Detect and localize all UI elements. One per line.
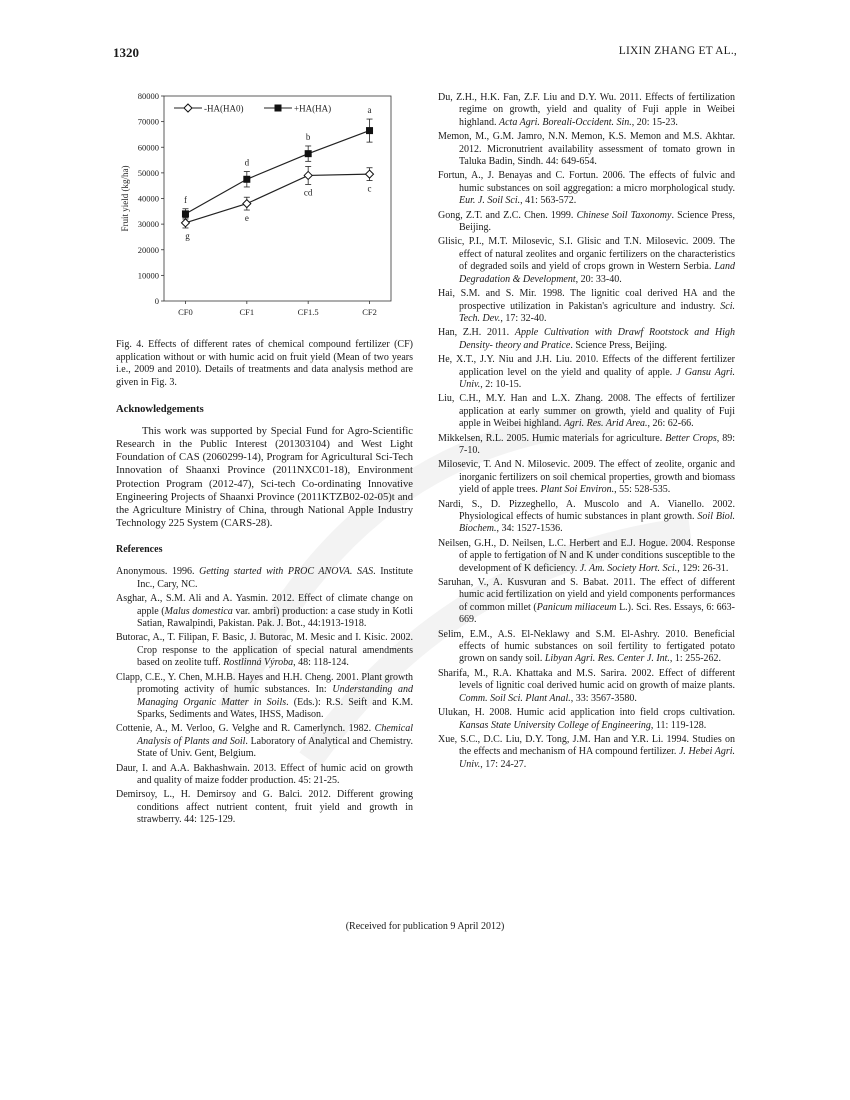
reference-details: , 1: 255-262. — [669, 653, 722, 665]
reference-details: , 26: 62-66. — [647, 418, 694, 430]
reference-entry — [116, 632, 413, 669]
reference-entry — [438, 707, 735, 732]
reference-text: Du, Z.H., H.K. Fan, Z.F. Liu and D.Y. Wu. 2011. Effects of fertilization regime on growth, yield and quality of Fuji apple in Weibei highland. — [438, 92, 735, 128]
reference-source: Chemical Analysis of Plants and Soil — [137, 723, 413, 747]
reference-entry — [116, 566, 413, 591]
y-tick-label: 20000 — [137, 244, 159, 255]
reference-text: Milosevic, T. And N. Milosevic. 2009. The effect of zeolite, organic and inorganic fertilizers on soil chemical properties, growth and biomass yield of apple trees. — [438, 459, 735, 496]
reference-source: Chinese Soil Taxonomy — [576, 209, 672, 221]
reference-source: Understanding and Managing Organic Matter in Soils — [137, 684, 414, 708]
reference-details: , 41: 563-572. — [520, 195, 577, 207]
reference-entry — [438, 210, 735, 235]
reference-text: Daur, I. and A.A. Bakhashwain. 2013. Effect of humic acid on growth and quality of maize fodder production. 45: 21-25. — [116, 762, 413, 786]
reference-text: Xue, S.C., D.C. Liu, D.Y. Tong, J.M. Han and Y.R. Li. 1994. Studies on the effects and mechanism of HA compound fertilizer. — [438, 733, 735, 758]
reference-source: Comm. Soil Sci. Plant Anal. — [459, 692, 571, 704]
reference-source: Getting started with PROC ANOVA. SAS — [199, 566, 374, 578]
reference-entry — [438, 92, 735, 129]
reference-entry — [438, 393, 735, 430]
reference-details: . Institute Inc., Cary, NC. — [137, 566, 413, 590]
reference-entry — [438, 629, 735, 666]
reference-entry — [438, 668, 735, 705]
reference-entry — [116, 723, 413, 760]
reference-source: J. Hebei Agri. Univ. — [459, 746, 736, 770]
x-tick-label: CF2 — [362, 307, 377, 317]
reference-source: Better Crops — [665, 432, 717, 444]
reference-entry — [116, 789, 413, 826]
reference-details: var. ambri) production: a case study in Kotli Satian, Rawalpindi, Pakistan. Pak. J. Bot., 44:1913-1918. — [137, 605, 413, 630]
reference-source: Acta Agri. Boreali-Occident. Sin. — [499, 116, 632, 128]
reference-details: , 17: 24-27. — [480, 758, 527, 770]
reference-text: Anonymous. 1996. — [116, 566, 200, 578]
x-tick-label: CF0 — [178, 307, 193, 317]
plot-frame — [164, 96, 391, 301]
reference-details: , 34: 1527-1536. — [496, 523, 563, 535]
reference-text: Liu, C.H., M.Y. Han and L.X. Zhang. 2008. The effects of fertilizer application at early summer on growth, yield and quality of Fuji apple in Weibei highland. — [438, 393, 735, 430]
data-point — [181, 219, 189, 227]
legend-label: +HA(HA) — [294, 103, 332, 114]
reference-details: . Laboratory of Analytical and Chemistry. State of Univ. Gent, Belgium. — [137, 735, 413, 760]
reference-text: Neilsen, G.H., D. Neilsen, L.C. Herbert and E.J. Hogue. 2004. Response of apple to fertigation of N and K under conditions susceptible to the development of K deficiency. — [438, 537, 735, 574]
reference-details: . Science Press, Beijing. — [459, 209, 735, 234]
left-column — [116, 86, 413, 829]
reference-details: . Science Press, Beijing. — [570, 339, 668, 351]
reference-entry — [438, 288, 735, 325]
reference-source: Rostlinná Výroba — [223, 657, 294, 669]
y-tick-label: 80000 — [137, 91, 159, 101]
reference-entry — [438, 354, 735, 391]
reference-entry — [438, 459, 735, 496]
data-point — [305, 150, 312, 157]
reference-entry — [438, 170, 735, 207]
right-column — [438, 92, 735, 773]
reference-source: Malus domestica — [164, 605, 233, 617]
y-tick-label: 60000 — [137, 142, 159, 153]
legend-marker — [275, 105, 282, 112]
reference-details: , 17: 32-40. — [500, 312, 547, 324]
significance-letter: g — [185, 230, 190, 241]
reference-details: , 20: 33-40. — [575, 273, 622, 285]
legend-marker — [184, 104, 192, 112]
reference-text: Gong, Z.T. and Z.C. Chen. 1999. — [438, 209, 577, 221]
y-tick-label: 10000 — [137, 270, 159, 281]
figure-caption: Fig. 4. Effects of different rates of chemical compound fertilizer (CF) application without or with humic acid on fruit yield (Mean of two years i.e., 2009 and 2010). Details of treatments and data analysis method are given in Fig. 3. — [116, 339, 413, 389]
running-head: LIXIN ZHANG ET AL., — [618, 45, 737, 57]
reference-entry — [438, 577, 735, 627]
reference-text: Glisic, P.I., M.T. Milosevic, S.I. Glisic and T.N. Milosevic. 2009. The effect of natural zeolites and organic fertilizers on the characteristics of degraded soils and yield of crops grown in Western Serbia. — [438, 236, 735, 273]
significance-letter: e — [244, 213, 249, 224]
reference-entry — [116, 672, 413, 722]
reference-entry — [116, 763, 413, 788]
x-tick-label: CF1 — [239, 307, 255, 317]
fruit-yield-chart — [116, 86, 413, 328]
reference-details: , 2: 10-15. — [480, 378, 522, 390]
acknowledgements-body: This work was supported by Special Fund for Agro-Scientific Research in the Public Interest (201303104) and West Light Foundation of CAS (2060299-14), Program for Agricultural Sci-Tech Innovation of Shaanxi Province (2011NXC01-18), Environment Protection Program (2012-47), Sci-tech Co-ordinating Innovative Engineering Projects of Shaanxi Province (2011KTZB02-02-05)t and the Agriculture Ministry of China, through National Apple Industry Technology 225 System (CARS-28). — [116, 425, 413, 530]
legend-label: -HA(HA0) — [204, 103, 244, 114]
reference-text: Butorac, A., T. Filipan, F. Basic, J. Butorac, M. Mesic and I. Kisic. 2002. Crop response to the application of special natural amendments based on zeolite tuff. — [116, 632, 413, 669]
reference-source: Plant Soi Environ. — [540, 484, 615, 496]
reference-details: L.). Sci. Res. Essays, 6: 663-669. — [459, 601, 735, 626]
significance-letter: cd — [303, 187, 313, 198]
reference-details: , 55: 528-535. — [614, 484, 671, 496]
reference-text: Saruhan, V., A. Kusvuran and S. Babat. 2011. The effect of different humic acid fertilization on yield and yield components performances of common millet ( — [438, 577, 735, 613]
x-tick-label: CF1.5 — [297, 307, 319, 317]
reference-text: Clapp, C.E., Y. Chen, M.H.B. Hayes and H.H. Cheng. 2001. Plant growth promoting activity of humic substances. In: — [116, 671, 413, 696]
y-tick-label: 0 — [154, 296, 159, 306]
y-tick-label: 50000 — [137, 167, 159, 178]
data-point — [366, 170, 374, 178]
reference-text: Mikkelsen, R.L. 2005. Humic materials for agriculture. — [438, 432, 666, 444]
significance-letter: f — [183, 194, 187, 205]
reference-details: , 20: 15-23. — [631, 116, 678, 128]
reference-text: Selim, E.M., A.S. El-Neklawy and S.M. El-Ashry. 2010. Beneficial effects of humic substances on soil fertility to fertigated potato grown on sandy soil. — [438, 628, 735, 665]
data-point — [366, 127, 373, 134]
y-tick-label: 30000 — [137, 219, 159, 230]
reference-text: He, X.T., J.Y. Niu and J.H. Liu. 2010. Effects of the different fertilizer application level on the yield and quality of apple. — [438, 354, 735, 378]
data-point — [243, 200, 251, 208]
reference-source: J. Am. Society Hort. Sci. — [579, 562, 678, 574]
reference-source: Agri. Res. Arid Area. — [563, 418, 648, 430]
reference-details: . (Eds.): R.S. Seift and K.M. Sparks, Sediments and Wates, IHSS, Madison. — [137, 696, 413, 720]
reference-text: Demirsoy, L., H. Demirsoy and G. Balci. 2012. Different growing conditions affect nutrient content, fruit yield and growth in strawberry. 44: 125-129. — [116, 789, 413, 826]
acknowledgements-heading: Acknowledgements — [116, 403, 204, 415]
data-point — [304, 171, 312, 179]
reference-entry — [116, 593, 413, 630]
data-point — [182, 210, 189, 217]
reference-entry — [438, 236, 735, 286]
reference-text: Sharifa, M., R.A. Khattaka and M.S. Sarira. 2002. Effect of different levels of lignitic coal derived humic acid on growth of maize plants. — [438, 667, 735, 692]
y-axis-label: Fruit yield (kg/ha) — [120, 165, 130, 232]
reference-text: Asghar, A., S.M. Ali and A. Yasmin. 2012. Effect of climate change on apple ( — [116, 593, 413, 617]
reference-text: Memon, M., G.M. Jamro, N.N. Memon, K.S. Memon and M.S. Akhtar. 2012. Micronutrient availability assessment of tomato grown in Taluka Badin, Sindh. 44: 649-654. — [438, 131, 735, 168]
references-heading: References — [116, 544, 163, 556]
reference-source: Sci. Tech. Dev. — [459, 300, 735, 324]
references-list-left — [116, 566, 413, 826]
significance-letter: d — [244, 157, 250, 168]
reference-text: Fortun, A., J. Benayas and C. Fortun. 2006. The effects of fulvic and humic substances on soil aggregation: a micro morphological study. — [438, 170, 735, 194]
reference-source: J Gansu Agri. Univ. — [459, 366, 735, 390]
references-list-right — [438, 92, 735, 771]
reference-details: , 33: 3567-3580. — [570, 692, 637, 704]
reference-source: Soil Biol. Biochem. — [459, 511, 735, 535]
reference-details: , 89: 7-10. — [459, 432, 735, 456]
significance-letter: c — [367, 183, 372, 194]
y-tick-label: 40000 — [137, 193, 159, 204]
reference-text: Ulukan, H. 2008. Humic acid application into field crops cultivation. — [438, 707, 735, 719]
reference-details: , 48: 118-124. — [293, 657, 349, 669]
significance-letter: b — [305, 131, 311, 142]
reference-text: Hai, S.M. and S. Mir. 1998. The lignitic coal derived HA and the prospective utilization in Pakistan's agriculture and industry. — [438, 288, 735, 312]
data-point — [243, 176, 250, 183]
reference-source: Kansas State University College of Engineering — [459, 719, 651, 731]
reference-source: Apple Cultivation with Drawf Rootstock and High Density- theory and Pratice — [459, 327, 736, 351]
reference-entry — [438, 327, 735, 352]
received-note: (Received for publication 9 April 2012) — [345, 921, 505, 932]
reference-entry — [438, 734, 735, 771]
reference-entry — [438, 538, 735, 575]
y-tick-label: 70000 — [137, 116, 159, 127]
reference-entry — [438, 499, 735, 536]
page-number: 1320 — [113, 45, 139, 60]
reference-entry — [438, 131, 735, 168]
reference-source: Panicum miliaceum — [536, 601, 617, 613]
series-line — [185, 131, 369, 214]
reference-source: Libyan Agri. Res. Center J. Int. — [544, 653, 670, 665]
reference-text: Cottenie, A., M. Verloo, G. Velghe and R. Camerlynch. 1982. — [116, 723, 375, 735]
reference-source: Land Degradation & Development — [459, 261, 735, 285]
significance-letter: a — [367, 105, 372, 116]
reference-text: Nardi, S., D. Pizzeghello, A. Muscolo and A. Vianello. 2002. Physiological effects of humic substances in plant growth. — [438, 498, 735, 522]
reference-source: Eur. J. Soil Sci. — [459, 195, 521, 207]
reference-text: Han, Z.H. 2011. — [438, 327, 515, 339]
reference-details: , 11: 119-128. — [650, 719, 707, 731]
reference-entry — [438, 433, 735, 458]
reference-details: , 129: 26-31. — [677, 562, 729, 574]
